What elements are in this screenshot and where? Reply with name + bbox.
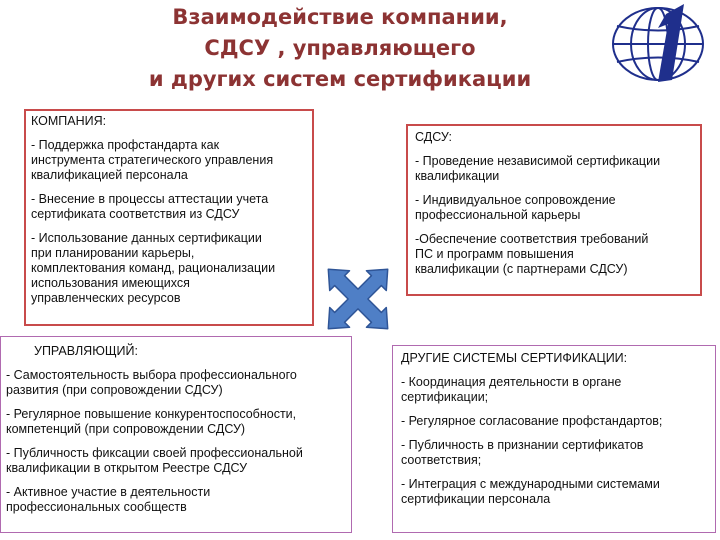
other-systems-item xyxy=(401,477,711,507)
company-item xyxy=(31,192,308,222)
item-line: сертификата соответствия из СДСУ xyxy=(31,207,240,221)
sdsu-item xyxy=(415,154,696,184)
item-line: развития (при сопровождении СДСУ) xyxy=(6,383,223,397)
manager-item xyxy=(6,446,347,476)
title-line: Взаимодействие компании, xyxy=(172,5,508,29)
item-line: - Интеграция с международными системами xyxy=(401,477,660,491)
item-line: квалификацией персонала xyxy=(31,168,188,182)
title-line: и других систем сертификации xyxy=(148,67,532,91)
company-item xyxy=(31,138,308,183)
item-line: при планировании карьеры, xyxy=(31,246,195,260)
item-line: квалификации в открытом Реестре СДСУ xyxy=(6,461,248,475)
manager-item xyxy=(6,368,347,398)
item-line: ПС и программ повышения xyxy=(415,247,574,261)
manager-heading: УПРАВЛЯЮЩИЙ: xyxy=(34,344,138,358)
item-line: - Регулярное повышение конкурентоспособности, xyxy=(6,407,297,421)
company-item xyxy=(31,231,308,306)
four-way-arrow-icon xyxy=(316,257,400,341)
item-line: компетенций (при сопровождении СДСУ) xyxy=(6,422,246,436)
sdsu-box xyxy=(406,124,702,296)
item-line: - Самостоятельность выбора профессионального xyxy=(6,368,297,382)
item-line: использования имеющихся xyxy=(31,276,190,290)
item-line: - Публичность в признании сертификатов xyxy=(401,438,644,452)
other-systems-item xyxy=(401,375,711,405)
manager-box xyxy=(0,336,352,533)
other-systems-item xyxy=(401,414,711,429)
sdsu-item xyxy=(415,193,696,223)
item-line: профессиональной карьеры xyxy=(415,208,581,222)
company-heading: КОМПАНИЯ: xyxy=(31,114,107,128)
sdsu-item xyxy=(415,232,696,277)
item-line: - Координация деятельности в органе xyxy=(401,375,622,389)
manager-item xyxy=(6,485,347,515)
item-line: инструмента стратегического управления xyxy=(31,153,274,167)
item-line: - Индивидуальное сопровождение xyxy=(415,193,616,207)
item-line: сертификации персонала xyxy=(401,492,551,506)
item-line: - Активное участие в деятельности xyxy=(6,485,211,499)
item-line: - Публичность фиксации своей профессиональной xyxy=(6,446,303,460)
item-line: - Поддержка профстандарта как xyxy=(31,138,220,152)
item-line: - Проведение независимой сертификации xyxy=(415,154,661,168)
other-systems-heading: ДРУГИЕ СИСТЕМЫ СЕРТИФИКАЦИИ: xyxy=(401,351,628,365)
item-line: комплектования команд, рационализации xyxy=(31,261,276,275)
item-line: квалификации xyxy=(415,169,500,183)
item-line: соответствия; xyxy=(401,453,482,467)
sdsu-heading: СДСУ: xyxy=(415,130,452,144)
title-line: СДСУ , управляющего xyxy=(204,36,476,60)
slide-title xyxy=(120,2,560,95)
item-line: сертификации; xyxy=(401,390,489,404)
item-line: - Внесение в процессы аттестации учета xyxy=(31,192,269,206)
other-systems-box xyxy=(392,345,716,533)
manager-item xyxy=(6,407,347,437)
other-systems-item xyxy=(401,438,711,468)
item-line: - Регулярное согласование профстандартов; xyxy=(401,414,663,428)
company-box xyxy=(24,109,314,326)
item-line: квалификации (с партнерами СДСУ) xyxy=(415,262,628,276)
item-line: -Обеспечение соответствия требований xyxy=(415,232,649,246)
item-line: - Использование данных сертификации xyxy=(31,231,262,245)
item-line: профессиональных сообществ xyxy=(6,500,187,514)
globe-logo-icon xyxy=(608,2,716,84)
item-line: управленческих ресурсов xyxy=(31,291,181,305)
